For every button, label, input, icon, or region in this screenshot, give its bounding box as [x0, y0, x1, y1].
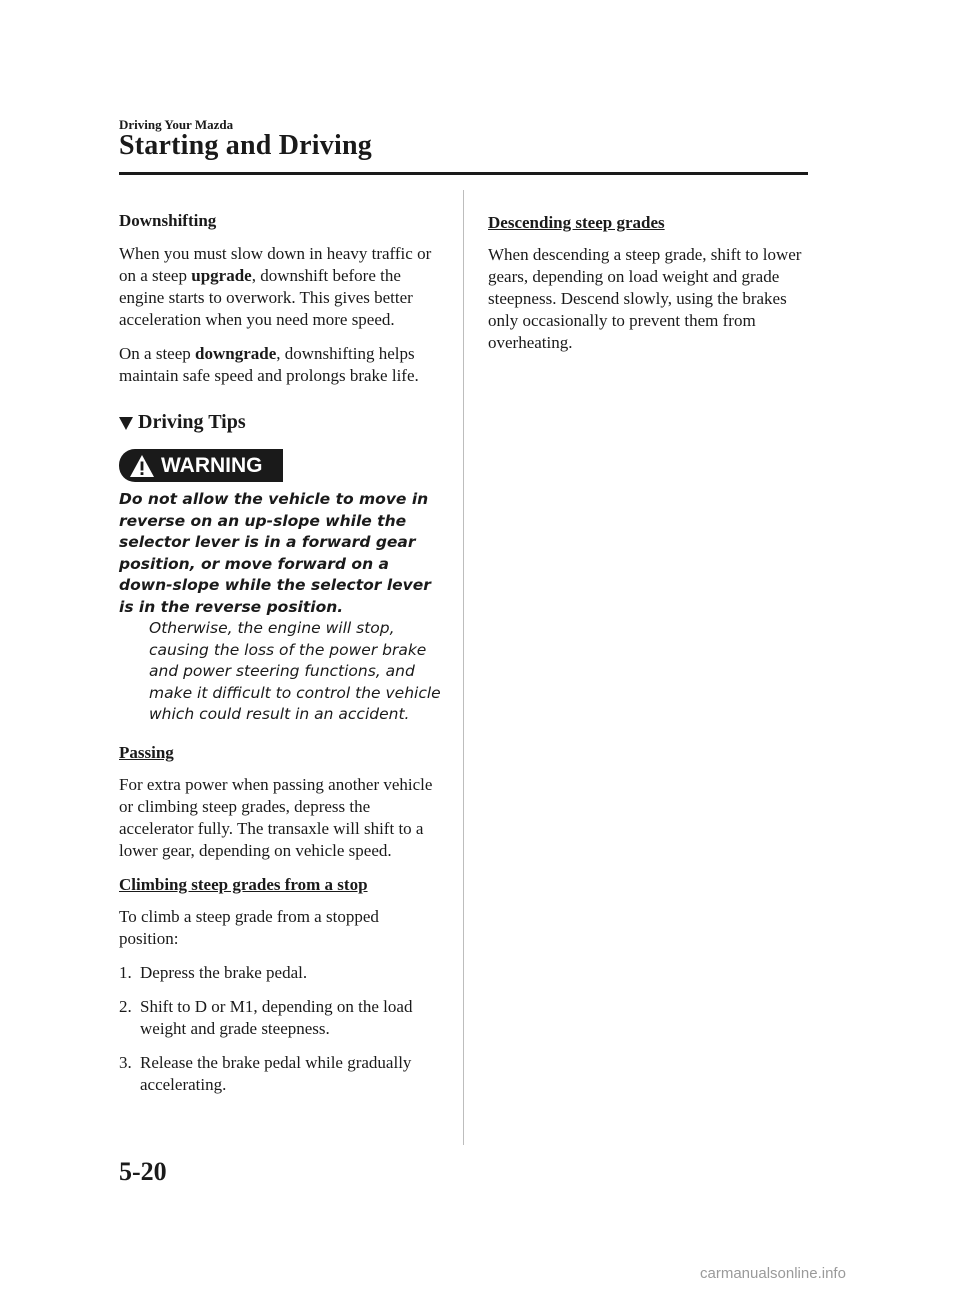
text-run: When you must slow down in heavy traffic or on a steep	[119, 244, 432, 285]
warning-label: WARNING	[161, 453, 263, 477]
step-number: 1.	[119, 962, 132, 982]
column-divider	[463, 190, 464, 1145]
downshifting-paragraph-2	[119, 343, 441, 387]
warning-triangle-icon	[129, 454, 155, 478]
step-text: Shift to D or M1, depending on the load weight and grade steepness.	[140, 996, 413, 1038]
text-run: , downshift before the engine starts to overwork. This gives better acceleration when you need more speed.	[119, 266, 413, 329]
step-text: Depress the brake pedal.	[140, 962, 308, 982]
chapter-title: Starting and Driving	[119, 130, 372, 161]
list-item	[119, 996, 441, 1040]
step-number: 2.	[119, 996, 132, 1016]
down-triangle-icon	[119, 417, 133, 430]
header-rule	[119, 172, 808, 175]
driving-tips-heading	[119, 411, 441, 433]
right-column	[488, 212, 808, 366]
text-run: , downshifting helps maintain safe speed and prolongs brake life.	[119, 344, 419, 385]
warning-badge	[119, 449, 283, 482]
downshifting-paragraph-1	[119, 243, 441, 331]
descending-paragraph: When descending a steep grade, shift to lower gears, depending on load weight and grade steepness. Descend slowly, using the brakes only occasionally to prevent them from overheating.	[488, 245, 802, 352]
descending-heading: Descending steep grades	[488, 213, 665, 232]
passing-paragraph: For extra power when passing another vehicle or climbing steep grades, depress the accelerator fully. The transaxle will shift to a lower gear, depending on vehicle speed.	[119, 774, 433, 860]
driving-tips-title: Driving Tips	[138, 411, 246, 433]
list-item	[119, 962, 441, 984]
step-text: Release the brake pedal while gradually accelerating.	[140, 1052, 412, 1094]
warning-detail-text: Otherwise, the engine will stop, causing the loss of the power brake and power steering functions, and make it difficult to control the vehicle which could result in an accident.	[149, 619, 441, 723]
left-column	[119, 210, 441, 1108]
climbing-steps	[119, 962, 441, 1096]
climbing-intro: To climb a steep grade from a stopped position:	[119, 906, 379, 948]
step-number: 3.	[119, 1052, 132, 1072]
text-run: On a steep	[119, 344, 196, 363]
page-number: 5-20	[119, 1157, 167, 1186]
downshifting-heading: Downshifting	[119, 211, 217, 230]
climbing-heading: Climbing steep grades from a stop	[119, 874, 368, 894]
downgrade-term: downgrade	[195, 344, 277, 363]
upgrade-term: upgrade	[191, 266, 252, 285]
list-item	[119, 1052, 441, 1096]
watermark: carmanualsonline.info	[700, 1265, 846, 1282]
section-label: Driving Your Mazda	[119, 117, 234, 132]
passing-heading: Passing	[119, 742, 174, 762]
warning-main-text: Do not allow the vehicle to move in reverse on an up-slope while the selector lever is in a forward gear position, or move forward on a down-slope while the selector lever is in the reverse position.	[119, 490, 431, 616]
